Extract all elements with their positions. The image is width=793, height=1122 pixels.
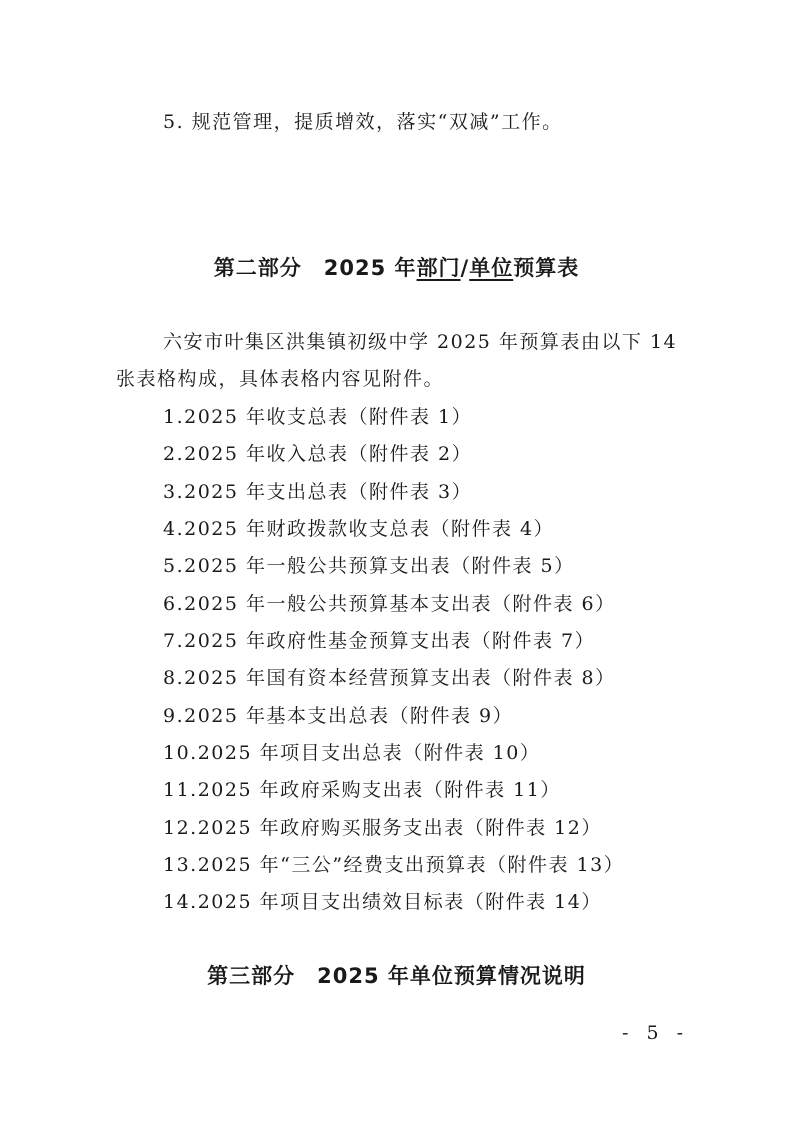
- list-item: 4.2025 年财政拨款收支总表（附件表 4）: [163, 518, 555, 540]
- part3-heading: [0, 962, 793, 990]
- list-item: 6.2025 年一般公共预算基本支出表（附件表 6）: [163, 593, 616, 615]
- part2-year: 2025 年: [323, 256, 417, 280]
- part2-label: 第二部分: [213, 256, 302, 280]
- intro-list-item: 5. 规范管理，提质增效，落实“双减”工作。: [163, 111, 563, 133]
- paragraph-line-2: 张表格构成，具体表格内容见附件。: [116, 368, 445, 390]
- list-item: 7.2025 年政府性基金预算支出表（附件表 7）: [163, 630, 596, 652]
- part2-slash: /: [460, 256, 470, 280]
- part2-underlined-dept: 部门: [416, 256, 461, 280]
- list-item: 8.2025 年国有资本经营预算支出表（附件表 8）: [163, 667, 616, 689]
- list-item: 13.2025 年“三公”经费支出预算表（附件表 13）: [163, 854, 625, 876]
- part2-suffix: 预算表: [513, 256, 580, 280]
- list-item: 2.2025 年收入总表（附件表 2）: [163, 443, 473, 465]
- paragraph-line-1: 六安市叶集区洪集镇初级中学 2025 年预算表由以下 14: [163, 331, 678, 353]
- part3-title: 2025 年单位预算情况说明: [317, 964, 586, 988]
- page-number: - 5 -: [622, 1022, 690, 1044]
- list-item: 3.2025 年支出总表（附件表 3）: [163, 481, 473, 503]
- list-item: 12.2025 年政府购买服务支出表（附件表 12）: [163, 817, 602, 839]
- list-item: 10.2025 年项目支出总表（附件表 10）: [163, 742, 541, 764]
- list-item: 9.2025 年基本支出总表（附件表 9）: [163, 705, 514, 727]
- part2-heading: [0, 254, 793, 282]
- list-item: 1.2025 年收支总表（附件表 1）: [163, 406, 473, 428]
- list-item: 11.2025 年政府采购支出表（附件表 11）: [163, 779, 561, 801]
- part2-underlined-unit: 单位: [469, 256, 514, 280]
- list-item: 14.2025 年项目支出绩效目标表（附件表 14）: [163, 891, 602, 913]
- list-item: 5.2025 年一般公共预算支出表（附件表 5）: [163, 555, 575, 577]
- part3-label: 第三部分: [207, 964, 296, 988]
